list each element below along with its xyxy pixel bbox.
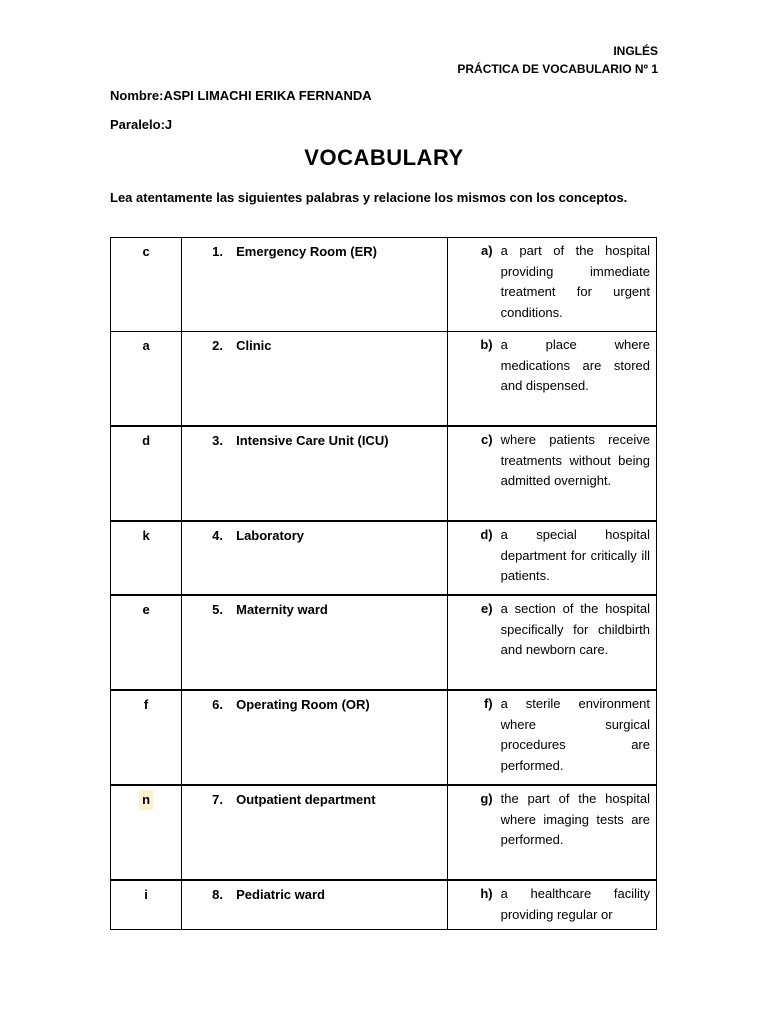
table-row [111,690,657,785]
table-row [111,426,657,521]
table-row [111,238,657,332]
term-number: 1. [212,244,223,259]
answer-letter: a [142,338,150,353]
term-number: 6. [212,697,223,712]
table-row [111,332,657,427]
term-number: 7. [212,792,223,807]
definition-text: where patients receive treatments without being admitted overnight. [500,432,650,489]
term-text: Intensive Care Unit (ICU) [236,433,389,448]
answer-letter: k [142,528,150,543]
term-text: Emergency Room (ER) [236,244,377,259]
term-text: Clinic [236,338,272,353]
document-header [457,42,658,78]
table-row [111,595,657,690]
definition-letter: e) [481,601,493,616]
answer-letter: d [142,433,151,448]
definition-letter: d) [480,527,493,542]
term-text: Outpatient department [236,792,376,807]
table-row [111,521,657,595]
definition-text: a sterile environment where surgical procedures are performed. [500,696,650,774]
term-number: 5. [212,602,223,617]
definition-text: a special hospital department for critically ill patients. [500,527,650,584]
definition-text: a section of the hospital specifically for childbirth and newborn care. [500,601,650,658]
student-group: Paralelo:J [110,117,173,132]
answer-letter: n [139,790,153,810]
answer-letter: f [143,697,149,712]
term-number: 8. [212,887,223,902]
term-number: 4. [212,528,223,543]
definition-letter: b) [480,337,493,352]
definition-letter: h) [480,886,493,901]
answer-letter: e [142,602,150,617]
table-row [111,785,657,880]
definition-text: the part of the hospital where imaging tests are performed. [500,791,650,848]
definition-text: a place where medications are stored and dispensed. [500,337,650,394]
answer-letter: i [144,887,148,902]
instructions: Lea atentamente las siguientes palabras y relacione los mismos con los conceptos. [110,190,628,205]
answer-letter: c [142,244,150,259]
term-number: 3. [212,433,223,448]
term-text: Pediatric ward [236,887,325,902]
definition-text: a part of the hospital providing immediate treatment for urgent conditions. [500,243,650,321]
definition-letter: f) [483,696,493,711]
term-number: 2. [212,338,223,353]
definition-letter: g) [480,791,493,806]
definition-letter: a) [481,243,493,258]
practice-label: PRÁCTICA DE VOCABULARIO Nº 1 [457,62,658,76]
subject-label: INGLÉS [613,44,658,58]
definition-letter: c) [481,432,493,447]
vocabulary-table [110,237,657,930]
definition-text: a healthcare facility providing regular or [500,886,650,922]
term-text: Laboratory [236,528,305,543]
page-title: VOCABULARY [304,145,464,170]
student-name: Nombre:ASPI LIMACHI ERIKA FERNANDA [110,88,372,103]
term-text: Operating Room (OR) [236,697,370,712]
table-row [111,880,657,930]
term-text: Maternity ward [236,602,328,617]
